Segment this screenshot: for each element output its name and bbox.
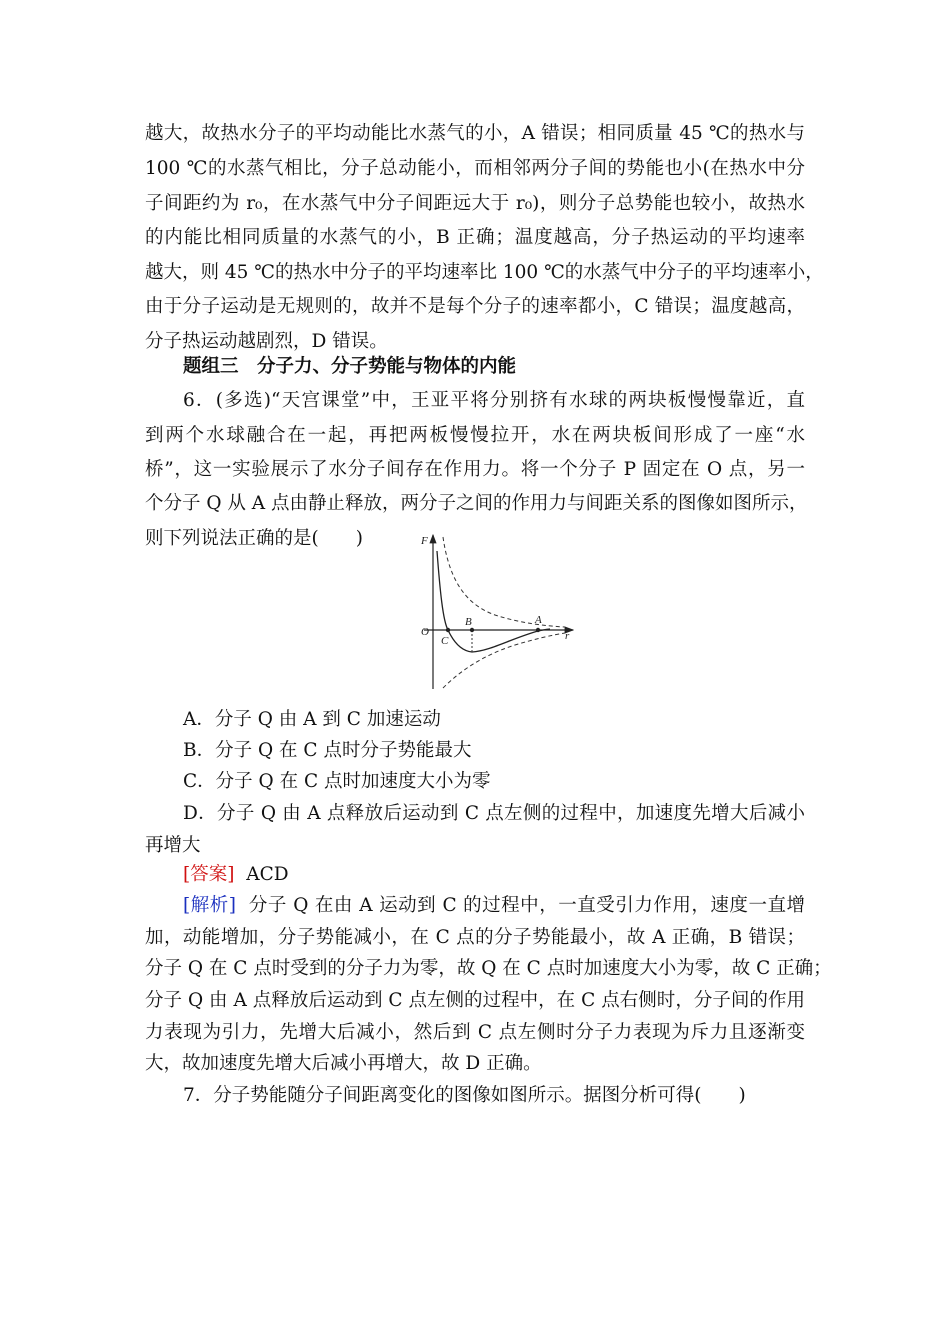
text-line: 越大，故热水分子的平均动能比水蒸气的小，A 错误；相同质量 45 ℃的热水与 (145, 123, 805, 144)
point-b (470, 628, 474, 632)
analysis-line: 力表现为引力，先增大后减小，然后到 C 点左侧时分子力表现为斥力且逐渐变 (145, 1022, 805, 1043)
choice-c: C．分子 Q 在 C 点时加速度大小为零 (183, 771, 491, 792)
section-heading: 题组三 分子力、分子势能与物体的内能 (183, 356, 517, 377)
answer-value: ACD (246, 864, 289, 885)
repulsion-curve (443, 537, 565, 627)
label-r: r (565, 630, 570, 642)
question-6-line: 桥”，这一实验展示了水分子间存在作用力。将一个分子 P 固定在 O 点，另一 (145, 459, 805, 480)
label-a: A (535, 614, 542, 626)
question-6-line: 6．(多选)“天宫课堂”中，王亚平将分别挤有水球的两块板慢慢靠近，直 (183, 390, 805, 411)
question-6-line: 到两个水球融合在一起，再把两板慢慢拉开，水在两块板间形成了一座“水 (145, 425, 805, 446)
question-7: 7．分子势能随分子间距离变化的图像如图所示。据图分析可得( ) (183, 1085, 746, 1106)
choice-b: B．分子 Q 在 C 点时分子势能最大 (183, 740, 472, 761)
attraction-curve (443, 633, 565, 688)
resultant-force-curve (437, 551, 550, 652)
force-distance-figure (410, 531, 580, 691)
analysis-line: 分子 Q 由 A 点释放后运动到 C 点左侧的过程中，在 C 点右侧时，分子间的作用 (145, 990, 805, 1011)
answer-line (183, 862, 289, 888)
analysis-line (183, 893, 805, 919)
analysis-line: 大，故加速度先增大后减小再增大，故 D 正确。 (145, 1053, 542, 1074)
question-6-line: 个分子 Q 从 A 点由静止释放，两分子之间的作用力与间距关系的图像如图所示， (145, 493, 808, 514)
label-c: C (441, 635, 449, 647)
text-line: 由于分子运动是无规则的，故并不是每个分子的速率都小，C 错误；温度越高， (145, 296, 805, 317)
analysis-line: 分子 Q 在 C 点时受到的分子力为零，故 Q 在 C 点时加速度大小为零，故 C 正确； (145, 958, 832, 979)
analysis-tag: [解析] (183, 895, 237, 916)
text-line: 分子热运动越剧烈，D 错误。 (145, 331, 388, 352)
analysis-text: 分子 Q 在由 A 运动到 C 的过程中，一直受引力作用，速度一直增 (248, 895, 806, 916)
label-o: O (421, 626, 429, 638)
point-c (446, 628, 450, 632)
label-b: B (465, 616, 472, 628)
choice-d: D．分子 Q 由 A 点释放后运动到 C 点左侧的过程中，加速度先增大后减小 (183, 803, 805, 824)
text-line: 100 ℃的水蒸气相比，分子总动能小，而相邻两分子间的势能也小(在热水中分 (145, 158, 805, 179)
text-line: 的内能比相同质量的水蒸气的小，B 正确；温度越高，分子热运动的平均速率 (145, 227, 805, 248)
analysis-line: 加，动能增加，分子势能减小，在 C 点的分子势能最小，故 A 正确，B 错误； (145, 927, 805, 948)
text-line: 越大，则 45 ℃的热水中分子的平均速率比 100 ℃的水蒸气中分子的平均速率小， (145, 262, 824, 283)
label-f: F (421, 535, 428, 547)
choice-a: A．分子 Q 由 A 到 C 加速运动 (183, 709, 441, 730)
choice-d-continuation: 再增大 (145, 835, 201, 856)
answer-tag: [答案] (183, 864, 235, 885)
question-6-line: 则下列说法正确的是( ) (145, 528, 363, 549)
text-line: 子间距约为 r₀，在水蒸气中分子间距远大于 r₀)，则分子总势能也较小，故热水 (145, 193, 805, 214)
point-a (536, 628, 540, 632)
